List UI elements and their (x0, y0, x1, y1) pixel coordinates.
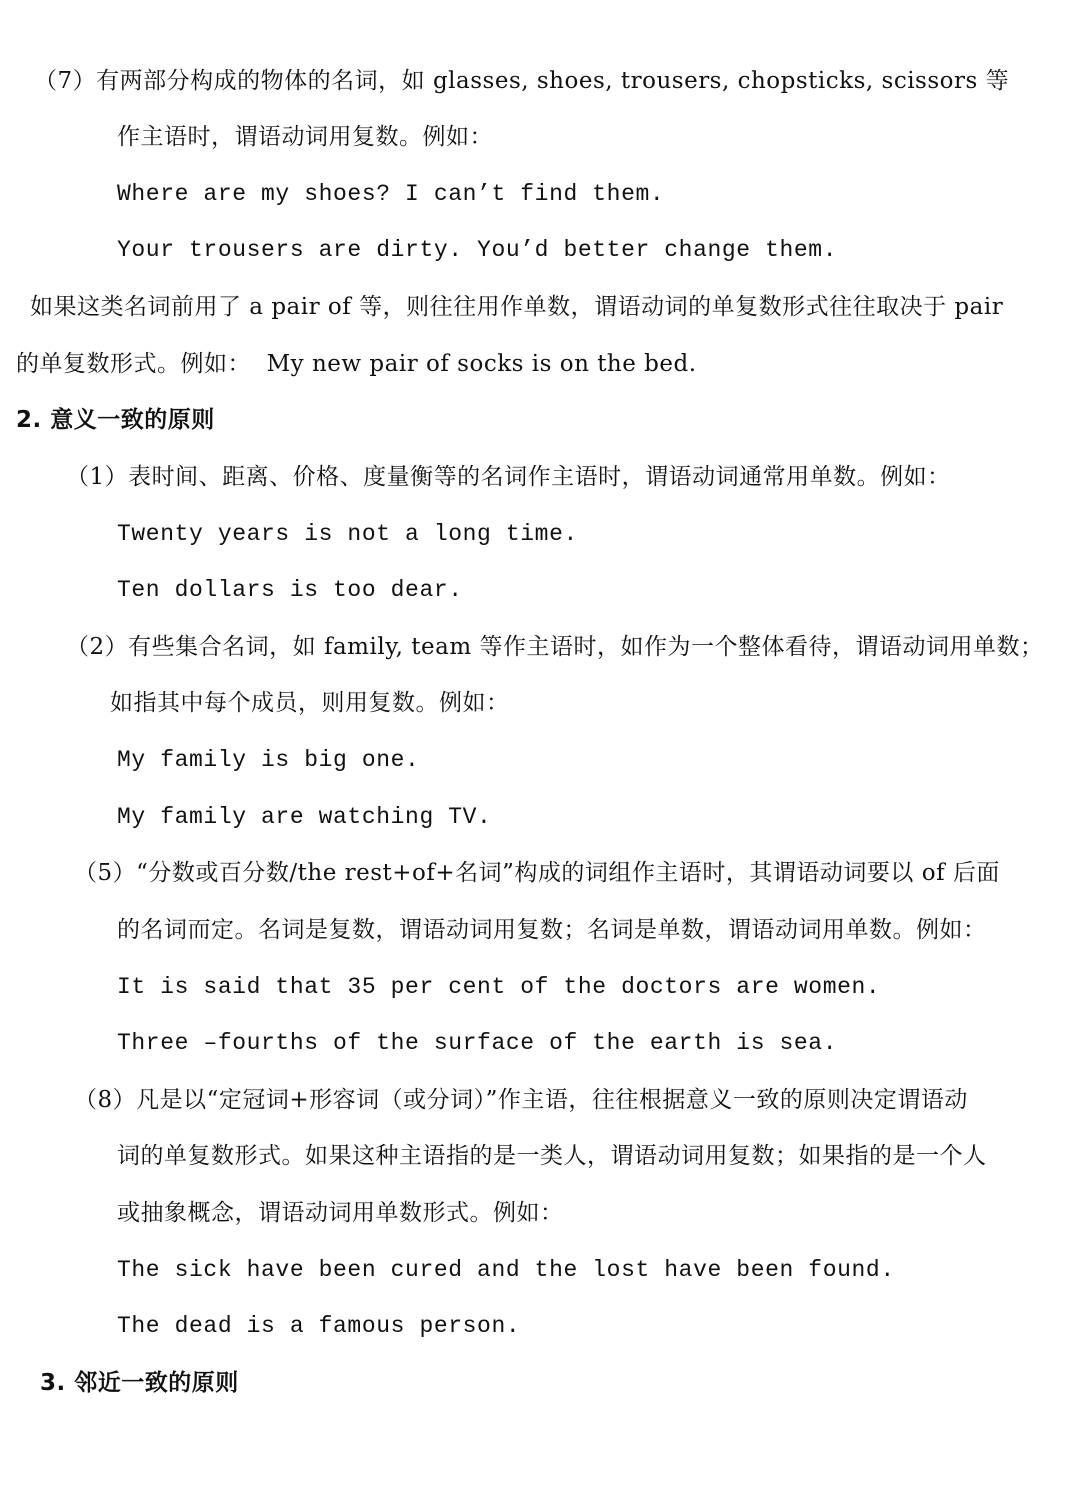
item7-note-line1: 如果这类名词前用了 a pair of 等，则往往用作单数，谓语动词的单复数形式往往取决于 pair (30, 294, 1004, 320)
item7-example-1: Where are my shoes? I can’t find them. (117, 181, 665, 207)
item5-example-2: Three –fourths of the surface of the earth is sea. (117, 1030, 838, 1056)
item7-example-2: Your trousers are dirty. You’d better change them. (117, 237, 838, 263)
item8-example-2: The dead is a famous person. (117, 1313, 521, 1339)
item2-example-1: My family is big one. (117, 747, 420, 773)
item7-note-line2: 的单复数形式。例如： My new pair of socks is on the bed. (16, 351, 697, 377)
item5-example-1: It is said that 35 per cent of the doctors are women. (117, 974, 881, 1000)
item7-text-line1: （7）有两部分构成的物体的名词，如 glasses, shoes, trousers, chopsticks, scissors 等 (34, 68, 1010, 94)
section3-heading: 3. 邻近一致的原则 (40, 1370, 239, 1396)
item8-text-line3: 或抽象概念，谓语动词用单数形式。例如： (117, 1200, 564, 1226)
item2-example-2: My family are watching TV. (117, 804, 492, 830)
item5-text-line2: 的名词而定。名词是复数，谓语动词用复数；名词是单数，谓语动词用单数。例如： (117, 917, 987, 943)
item1-text: （1）表时间、距离、价格、度量衡等的名词作主语时，谓语动词通常用单数。例如： (66, 464, 951, 490)
item8-example-1: The sick have been cured and the lost have been found. (117, 1257, 895, 1283)
item8-text-line2: 词的单复数形式。如果这种主语指的是一类人，谓语动词用复数；如果指的是一个人 (117, 1143, 987, 1169)
item2-text-line2: 如指其中每个成员，则用复数。例如： (110, 690, 510, 716)
item7-text-line2: 作主语时，谓语动词用复数。例如： (117, 124, 493, 150)
item1-example-2: Ten dollars is too dear. (117, 577, 463, 603)
item8-text-line1: （8）凡是以“定冠词+形容词（或分词）”作主语，往往根据意义一致的原则决定谓语动 (74, 1087, 968, 1113)
item5-text-line1: （5）“分数或百分数/the rest+of+名词”构成的词组作主语时，其谓语动词要以 of 后面 (74, 860, 1000, 886)
section2-heading: 2. 意义一致的原则 (16, 407, 215, 433)
item2-text-line1: （2）有些集合名词，如 family, team 等作主语时，如作为一个整体看待，谓语动词用单数； (66, 634, 1044, 660)
item1-example-1: Twenty years is not a long time. (117, 521, 578, 547)
